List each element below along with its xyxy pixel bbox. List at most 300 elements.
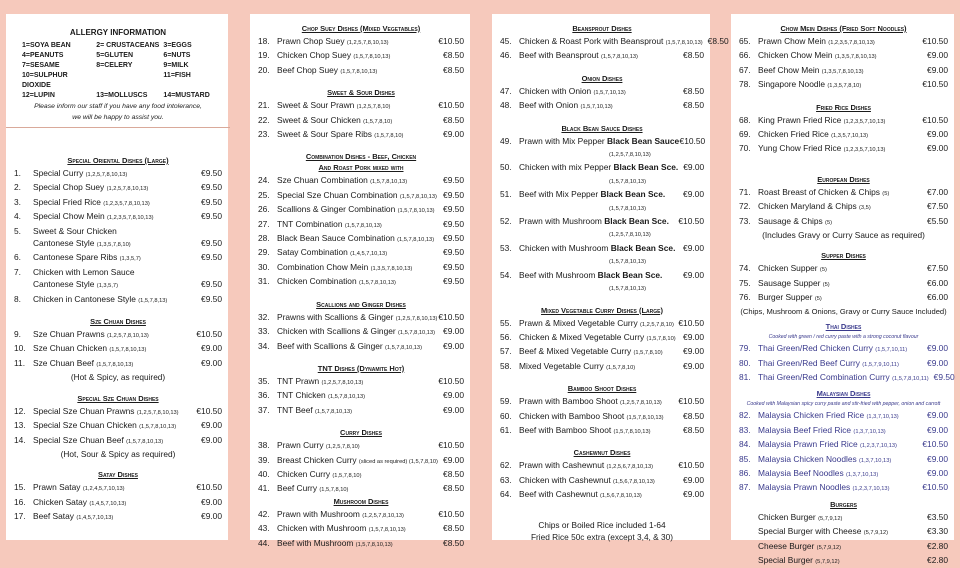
- item-name: Special Burger: [758, 554, 816, 565]
- item-name: Chicken Burger: [758, 511, 819, 522]
- item-number: 57.: [500, 346, 512, 357]
- menu-item: [258, 114, 464, 128]
- item-name-group: [758, 409, 922, 423]
- item-name: Chicken with Mushroom: [519, 242, 611, 253]
- item-name: Prawns with Scallions & Ginger: [277, 311, 396, 322]
- section-title: And Roast Pork mixed with: [318, 163, 404, 173]
- menu-item: [500, 459, 704, 473]
- item-price: €9.00: [683, 474, 704, 485]
- item-name: TNT Beef: [277, 404, 316, 415]
- item-name-group: [33, 328, 196, 342]
- section-items: [739, 409, 948, 495]
- menu-item: [500, 474, 704, 488]
- item-name-group: [33, 496, 196, 510]
- item-price: €9.50: [201, 279, 222, 290]
- item-price: €8.50: [683, 100, 704, 111]
- item-name: Satay Combination: [277, 247, 351, 258]
- item-name: Beef & Mixed Vegetable Curry: [519, 346, 634, 357]
- item-name: Special Chow Mein: [33, 211, 108, 222]
- item-name-group: [277, 389, 438, 403]
- item-number: 66.: [739, 50, 751, 61]
- menu-item: [14, 225, 222, 237]
- menu-item: [500, 35, 729, 49]
- item-number: 56.: [500, 331, 512, 342]
- item-name: Prawn Satay: [33, 482, 83, 493]
- item-price: €9.00: [201, 420, 222, 431]
- item-allergens: (5): [819, 267, 827, 274]
- item-allergens: (1,2,5,7,8,10,13): [85, 172, 128, 178]
- item-allergens: (1,5,7,8,10,13): [368, 527, 406, 534]
- item-allergens: (1,5,7,8,10,13): [315, 408, 353, 415]
- section-title: Bamboo Shoot Dishes: [567, 384, 637, 394]
- item-name: TNT Combination: [277, 218, 345, 229]
- allergy-info: [6, 28, 230, 128]
- item-price: €8.50: [443, 537, 464, 548]
- footer-note: Chips or Boiled Rice included 1-64: [538, 519, 666, 530]
- item-sauce: Black Bean Sce.: [613, 162, 679, 173]
- menu-item: [739, 64, 948, 78]
- item-allergens: (1,3,7,10,13): [866, 414, 899, 421]
- item-price: €9.00: [443, 454, 464, 465]
- item-price: €10.50: [922, 114, 948, 125]
- item-number: 23.: [258, 129, 270, 140]
- menu-item: [14, 251, 222, 265]
- item-number: 75.: [739, 277, 751, 288]
- item-price: €2.80: [927, 540, 948, 551]
- item-sauce: Black Bean Sauce: [606, 135, 680, 146]
- item-allergens: (1,5,7,9,10,11): [862, 361, 899, 368]
- item-number: 28.: [258, 233, 270, 244]
- item-name-group: [519, 215, 678, 227]
- item-price: €9.00: [927, 424, 948, 435]
- menu-item: [739, 35, 948, 49]
- item-allergens: (1,5,7,8,10,13): [397, 237, 435, 244]
- item-name: Beef with Mix Pepper: [519, 189, 601, 200]
- item-price: €9.50: [201, 182, 222, 193]
- item-name-group: [277, 232, 438, 246]
- menu-item: [500, 331, 704, 345]
- item-price: €9.00: [683, 489, 704, 500]
- item-number: 83.: [739, 424, 751, 435]
- item-price: €5.50: [927, 215, 948, 226]
- item-number: 36.: [258, 390, 270, 401]
- menu-item: [258, 389, 464, 403]
- item-number: 78.: [739, 79, 751, 90]
- menu-item: [258, 246, 464, 260]
- item-allergens: (1,5,7,8,10,11): [892, 375, 929, 382]
- item-price: €9.00: [683, 269, 704, 280]
- item-name: Prawn with Mushroom: [519, 216, 605, 227]
- item-price: €9.00: [683, 360, 704, 371]
- item-number: 29.: [258, 247, 270, 258]
- section-items: [258, 99, 464, 142]
- section-title: Combination Dishes - Beef, Chicken: [305, 152, 417, 162]
- item-name: Chicken & Roast Pork with Beansprout: [519, 36, 666, 46]
- item-price: €10.50: [678, 317, 704, 328]
- item-name: Cheese Burger: [758, 540, 817, 551]
- item-sauce: Black Bean Sce.: [597, 269, 663, 280]
- item-name-group: [758, 511, 922, 525]
- menu-item: [500, 488, 704, 502]
- item-price: €9.50: [201, 168, 222, 178]
- item-price: €10.50: [922, 482, 948, 493]
- item-price: €9.00: [927, 343, 948, 354]
- item-name: Prawn with Cashewnut: [519, 460, 607, 471]
- item-name-group: [33, 181, 196, 195]
- menu-item: [14, 237, 222, 251]
- menu-item: [500, 188, 704, 200]
- section-note: (Chips, Mushroom & Onions, Gravy or Curry Sauce Included): [740, 306, 947, 316]
- item-number: 67.: [739, 64, 751, 75]
- item-price: €9.00: [927, 467, 948, 478]
- item-name: Chicken with Onion: [519, 85, 594, 96]
- item-price: €10.50: [922, 36, 948, 46]
- item-name: Cantonese Style: [33, 238, 97, 249]
- item-price: €3.30: [927, 526, 948, 537]
- item-name-group: [33, 481, 196, 495]
- item-name: Sausage Supper: [758, 277, 823, 288]
- item-name-group: [758, 371, 929, 385]
- item-name-group: [33, 251, 196, 265]
- section-items: [739, 35, 948, 93]
- item-name: Mixed Vegetable Curry: [519, 360, 607, 371]
- section-title: Special Oriental Dishes (Large): [67, 156, 169, 165]
- item-allergens: (1,2,5,7,8,10): [640, 321, 674, 328]
- section-items: [14, 481, 222, 524]
- menu-item: [500, 85, 704, 99]
- menu-item: [14, 196, 222, 210]
- menu-item: [500, 135, 704, 147]
- item-price: €9.00: [201, 357, 222, 368]
- item-name-group: [277, 325, 438, 339]
- section-items: [739, 262, 948, 305]
- item-allergens: (1,5,7,8,10,13): [665, 40, 703, 46]
- item-number: 4.: [14, 211, 21, 222]
- menu-item: [258, 375, 464, 389]
- menu-item: [739, 49, 948, 63]
- item-number: 35.: [258, 375, 270, 386]
- item-price: €10.50: [922, 439, 948, 450]
- item-price: €9.00: [927, 50, 948, 61]
- item-number: 87.: [739, 482, 751, 493]
- item-allergens: (1,5,7,10,11): [875, 347, 908, 354]
- menu-item: [500, 254, 704, 268]
- item-number: 21.: [258, 100, 270, 111]
- item-name-group: [33, 237, 196, 251]
- section-note: (Includes Gravy or Curry Sauce as required): [762, 230, 925, 241]
- item-name: Black Bean Sauce Combination: [277, 233, 398, 244]
- item-allergens: (1,3,7,10,13): [853, 428, 886, 435]
- item-price: €10.50: [438, 375, 464, 386]
- item-name-group: [277, 375, 438, 389]
- item-price: €9.00: [927, 453, 948, 464]
- item-sauce: Black Bean Sce.: [610, 242, 676, 253]
- item-number: 27.: [258, 218, 270, 229]
- item-price: €6.00: [927, 277, 948, 288]
- allergy-title: ALLERGY INFORMATION: [69, 28, 167, 37]
- item-number: 62.: [500, 460, 512, 471]
- item-price: €9.00: [683, 346, 704, 357]
- item-name: Prawn Chop Suey: [277, 36, 347, 46]
- item-name: Special Chop Suey: [33, 182, 107, 193]
- menu-item: [739, 200, 948, 214]
- item-name-group: [519, 99, 678, 113]
- item-allergens: (1,5,7,8,10,13): [600, 54, 638, 61]
- section-title: Sweet & Sour Dishes: [327, 88, 395, 98]
- allergen-code: 2= CRUSTACEANS: [96, 42, 160, 49]
- item-allergens: (1,5,7,8,10,13): [609, 178, 646, 185]
- section-items: [500, 35, 729, 64]
- item-allergens: (1,5,7,8,10,13): [613, 428, 651, 435]
- item-name: Malaysia Chicken Fried Rice: [758, 410, 867, 421]
- item-allergens: (1,2,5,7,8,10,13): [609, 232, 651, 239]
- menu-item: [258, 537, 464, 551]
- item-name-group: [33, 434, 196, 448]
- menu-item: [258, 232, 464, 246]
- item-price: €9.00: [927, 129, 948, 140]
- item-name: Special Burger with Cheese: [758, 526, 864, 537]
- item-name: Thai Green/Red Combination Curry: [758, 371, 893, 382]
- menu-item: [739, 424, 948, 438]
- item-name: Singapore Noodle: [758, 79, 828, 90]
- menu-item: [258, 508, 464, 522]
- item-number: 43.: [258, 523, 270, 534]
- item-number: 24.: [258, 175, 270, 186]
- item-number: 53.: [500, 242, 512, 253]
- item-name-group: [33, 266, 196, 278]
- section-items: [500, 459, 704, 502]
- item-name: Beef Chow Mein: [758, 64, 822, 75]
- item-number: 47.: [500, 85, 512, 96]
- menu-item: [739, 453, 948, 467]
- item-price: €10.50: [678, 396, 704, 407]
- menu-item: [500, 281, 704, 295]
- menu-item: [258, 35, 464, 49]
- item-allergens: (3,5): [859, 205, 871, 212]
- item-number: 9.: [14, 329, 21, 340]
- item-allergens: (sliced as required) (1,5,7,8,10): [358, 458, 438, 465]
- item-allergens: (1,5,7,8,10,13): [609, 259, 646, 266]
- menu-item: [258, 49, 464, 63]
- item-price: €9.00: [201, 511, 222, 522]
- item-name: Chicken & Mixed Vegetable Curry: [519, 331, 647, 342]
- item-name-group: [519, 269, 678, 281]
- section-items: [258, 439, 464, 497]
- section-title: Malaysian Dishes: [816, 389, 871, 399]
- menu-item: [500, 345, 704, 359]
- item-allergens: (1,2,5,7,8,10,13): [609, 152, 651, 159]
- item-name-group: [758, 342, 922, 356]
- item-number: 46.: [500, 50, 512, 61]
- item-allergens: (1,2,5,7,8,10,13): [395, 315, 438, 322]
- item-name-group: [33, 357, 196, 371]
- item-price: €9.00: [443, 390, 464, 401]
- menu-item: [739, 467, 948, 481]
- allergen-code: 6=NUTS: [163, 52, 191, 59]
- item-name-group: [519, 360, 678, 374]
- item-name-group: [758, 128, 922, 142]
- item-name-group: [277, 189, 438, 203]
- item-name: Special Sze Chuan Beef: [33, 434, 127, 445]
- allergy-note: we will be happy to assist you.: [72, 114, 164, 121]
- item-number: 32.: [258, 311, 270, 322]
- menu-item: [258, 454, 464, 468]
- item-price: €9.50: [443, 218, 464, 229]
- item-price: €2.80: [927, 554, 948, 565]
- item-allergens: (1,5,7,8,10): [374, 133, 404, 140]
- item-price: €8.50: [443, 468, 464, 479]
- item-number: 51.: [500, 189, 512, 200]
- item-name: Beef with Cashewnut: [519, 489, 601, 500]
- item-allergens: (1,5,7,8,10): [606, 364, 636, 371]
- item-price: €9.50: [443, 189, 464, 200]
- item-price: €9.00: [683, 162, 705, 173]
- item-price: €10.50: [196, 405, 222, 416]
- item-number: 79.: [739, 343, 751, 354]
- item-allergens: (1,5,7,8,10,13): [344, 222, 382, 229]
- menu-item: [14, 328, 222, 342]
- item-allergens: (1,5,7,10,13): [593, 89, 626, 96]
- item-name-group: [758, 114, 922, 128]
- item-price: €8.50: [443, 114, 464, 125]
- item-number: 26.: [258, 204, 270, 215]
- item-allergens: (1,3,7,10,13): [859, 457, 892, 464]
- item-price: €10.50: [438, 508, 464, 519]
- item-number: 84.: [739, 439, 751, 450]
- menu-item: [14, 342, 222, 356]
- item-price: €9.50: [443, 233, 464, 244]
- item-name-group: [519, 174, 678, 188]
- item-name: Chicken Chop Suey: [277, 50, 354, 61]
- item-name-group: [277, 114, 438, 128]
- item-allergens: (1,2,5,7,8,10,13): [346, 40, 389, 46]
- menu-item: [739, 277, 948, 291]
- item-number: 22.: [258, 114, 270, 125]
- item-allergens: (1,5,7,8,10,13): [609, 205, 646, 212]
- item-name-group: [758, 540, 922, 554]
- allergen-code: 10=SULPHUR DIOXIDE: [22, 72, 68, 89]
- item-allergens: (1,2,3,7,10,13): [859, 443, 897, 450]
- item-name-group: [519, 281, 678, 295]
- section-items: [739, 342, 955, 385]
- item-name-group: [758, 35, 922, 49]
- item-name-group: [758, 142, 922, 156]
- item-price: €8.50: [707, 36, 729, 46]
- item-name: Thai Green/Red Chicken Curry: [758, 343, 876, 354]
- menu-item: [258, 218, 464, 232]
- item-allergens: (1,4,5,7,10,13): [350, 251, 388, 258]
- item-number: 73.: [739, 215, 751, 226]
- menu-item: [500, 360, 704, 374]
- item-name: Thai Green/Red Beef Curry: [758, 357, 863, 368]
- item-name: Sweet & Sour Prawn: [277, 100, 357, 111]
- item-allergens: (1,5,7,8,10,13): [328, 394, 366, 401]
- item-name: Cantonese Style: [33, 279, 97, 290]
- item-name-group: [33, 405, 196, 419]
- menu-item: [500, 317, 704, 331]
- menu-item: [739, 215, 948, 229]
- item-name-group: [277, 49, 438, 63]
- item-name-group: [277, 261, 438, 275]
- item-name-group: [519, 254, 678, 268]
- item-allergens: (1,5,7,8,10,13): [126, 438, 164, 445]
- item-name-group: [277, 203, 438, 217]
- item-name-group: [277, 439, 438, 453]
- section-title: Curry Dishes: [340, 428, 382, 438]
- menu-item: [258, 275, 464, 289]
- section-title: TNT Dishes (Dynamite Hot): [317, 363, 405, 373]
- menu-item: [258, 64, 464, 78]
- item-allergens: (5): [814, 296, 822, 303]
- menu-panel-3: [492, 14, 729, 543]
- item-name: King Prawn Fried Rice: [758, 114, 844, 125]
- item-name: Malaysia Beef Noodles: [758, 467, 846, 478]
- item-number: 34.: [258, 340, 270, 351]
- item-price: €9.50: [201, 196, 222, 207]
- menu-item: [739, 525, 948, 539]
- menu-item: [739, 114, 948, 128]
- section-note: (Hot, Sour & Spicy as required): [60, 448, 176, 459]
- item-name: Beef with Mushroom: [519, 269, 598, 280]
- item-name-group: [33, 278, 196, 292]
- footer-note: Fried Rice 50c extra (except 3,4, & 30): [530, 532, 674, 543]
- item-name-group: [519, 395, 678, 409]
- item-name-group: [519, 201, 678, 215]
- menu-item: [258, 99, 464, 113]
- item-name: Chicken with Lemon Sauce: [33, 266, 135, 277]
- item-name: Sze Chuan Prawns: [33, 329, 108, 340]
- menu-item: [739, 438, 948, 452]
- section-title: Supper Dishes: [821, 251, 866, 261]
- item-number: 74.: [739, 263, 751, 274]
- item-number: 14.: [14, 434, 26, 445]
- item-name-group: [277, 128, 438, 142]
- item-price: €9.50: [201, 238, 222, 249]
- allergen-code: 3=EGGS: [163, 42, 192, 49]
- item-price: €9.50: [201, 293, 222, 304]
- item-name: Special Sze Chuan Chicken: [33, 420, 140, 431]
- item-name: Prawn with Mix Pepper: [519, 135, 607, 146]
- item-price: €10.50: [678, 460, 704, 471]
- item-price: €9.00: [927, 410, 948, 421]
- item-number: 70.: [739, 143, 751, 154]
- item-price: €10.50: [438, 36, 464, 46]
- item-name-group: [519, 317, 678, 331]
- menu-item: [739, 78, 948, 92]
- menu-item: [258, 128, 464, 142]
- item-name: Special Sze Chuan Combination: [277, 189, 400, 200]
- item-name: Cantonese Spare Ribs: [33, 252, 120, 263]
- item-name-group: [758, 554, 922, 568]
- menu-item: [258, 439, 464, 453]
- item-name-group: [519, 135, 679, 147]
- item-allergens: (1,5,7,8,10,13): [397, 208, 435, 215]
- item-number: 39.: [258, 454, 270, 465]
- item-price: €10.50: [438, 311, 464, 322]
- item-allergens: (1,5,7,8,10,13): [358, 280, 396, 287]
- menu-item: [500, 161, 704, 173]
- item-number: 6.: [14, 252, 21, 263]
- menu-item: [500, 424, 704, 438]
- item-allergens: (1,5,7,10,13): [580, 104, 613, 111]
- item-number: 86.: [739, 467, 751, 478]
- allergen-code: 8=CELERY: [96, 62, 133, 69]
- item-allergens: (1,3,5,7,8,10,13): [370, 265, 413, 272]
- item-number: 41.: [258, 483, 270, 494]
- section-title: Beansprout Dishes: [572, 24, 632, 33]
- item-allergens: (1,3,5,7,8,10,13): [834, 54, 877, 61]
- item-price: €10.50: [922, 79, 948, 90]
